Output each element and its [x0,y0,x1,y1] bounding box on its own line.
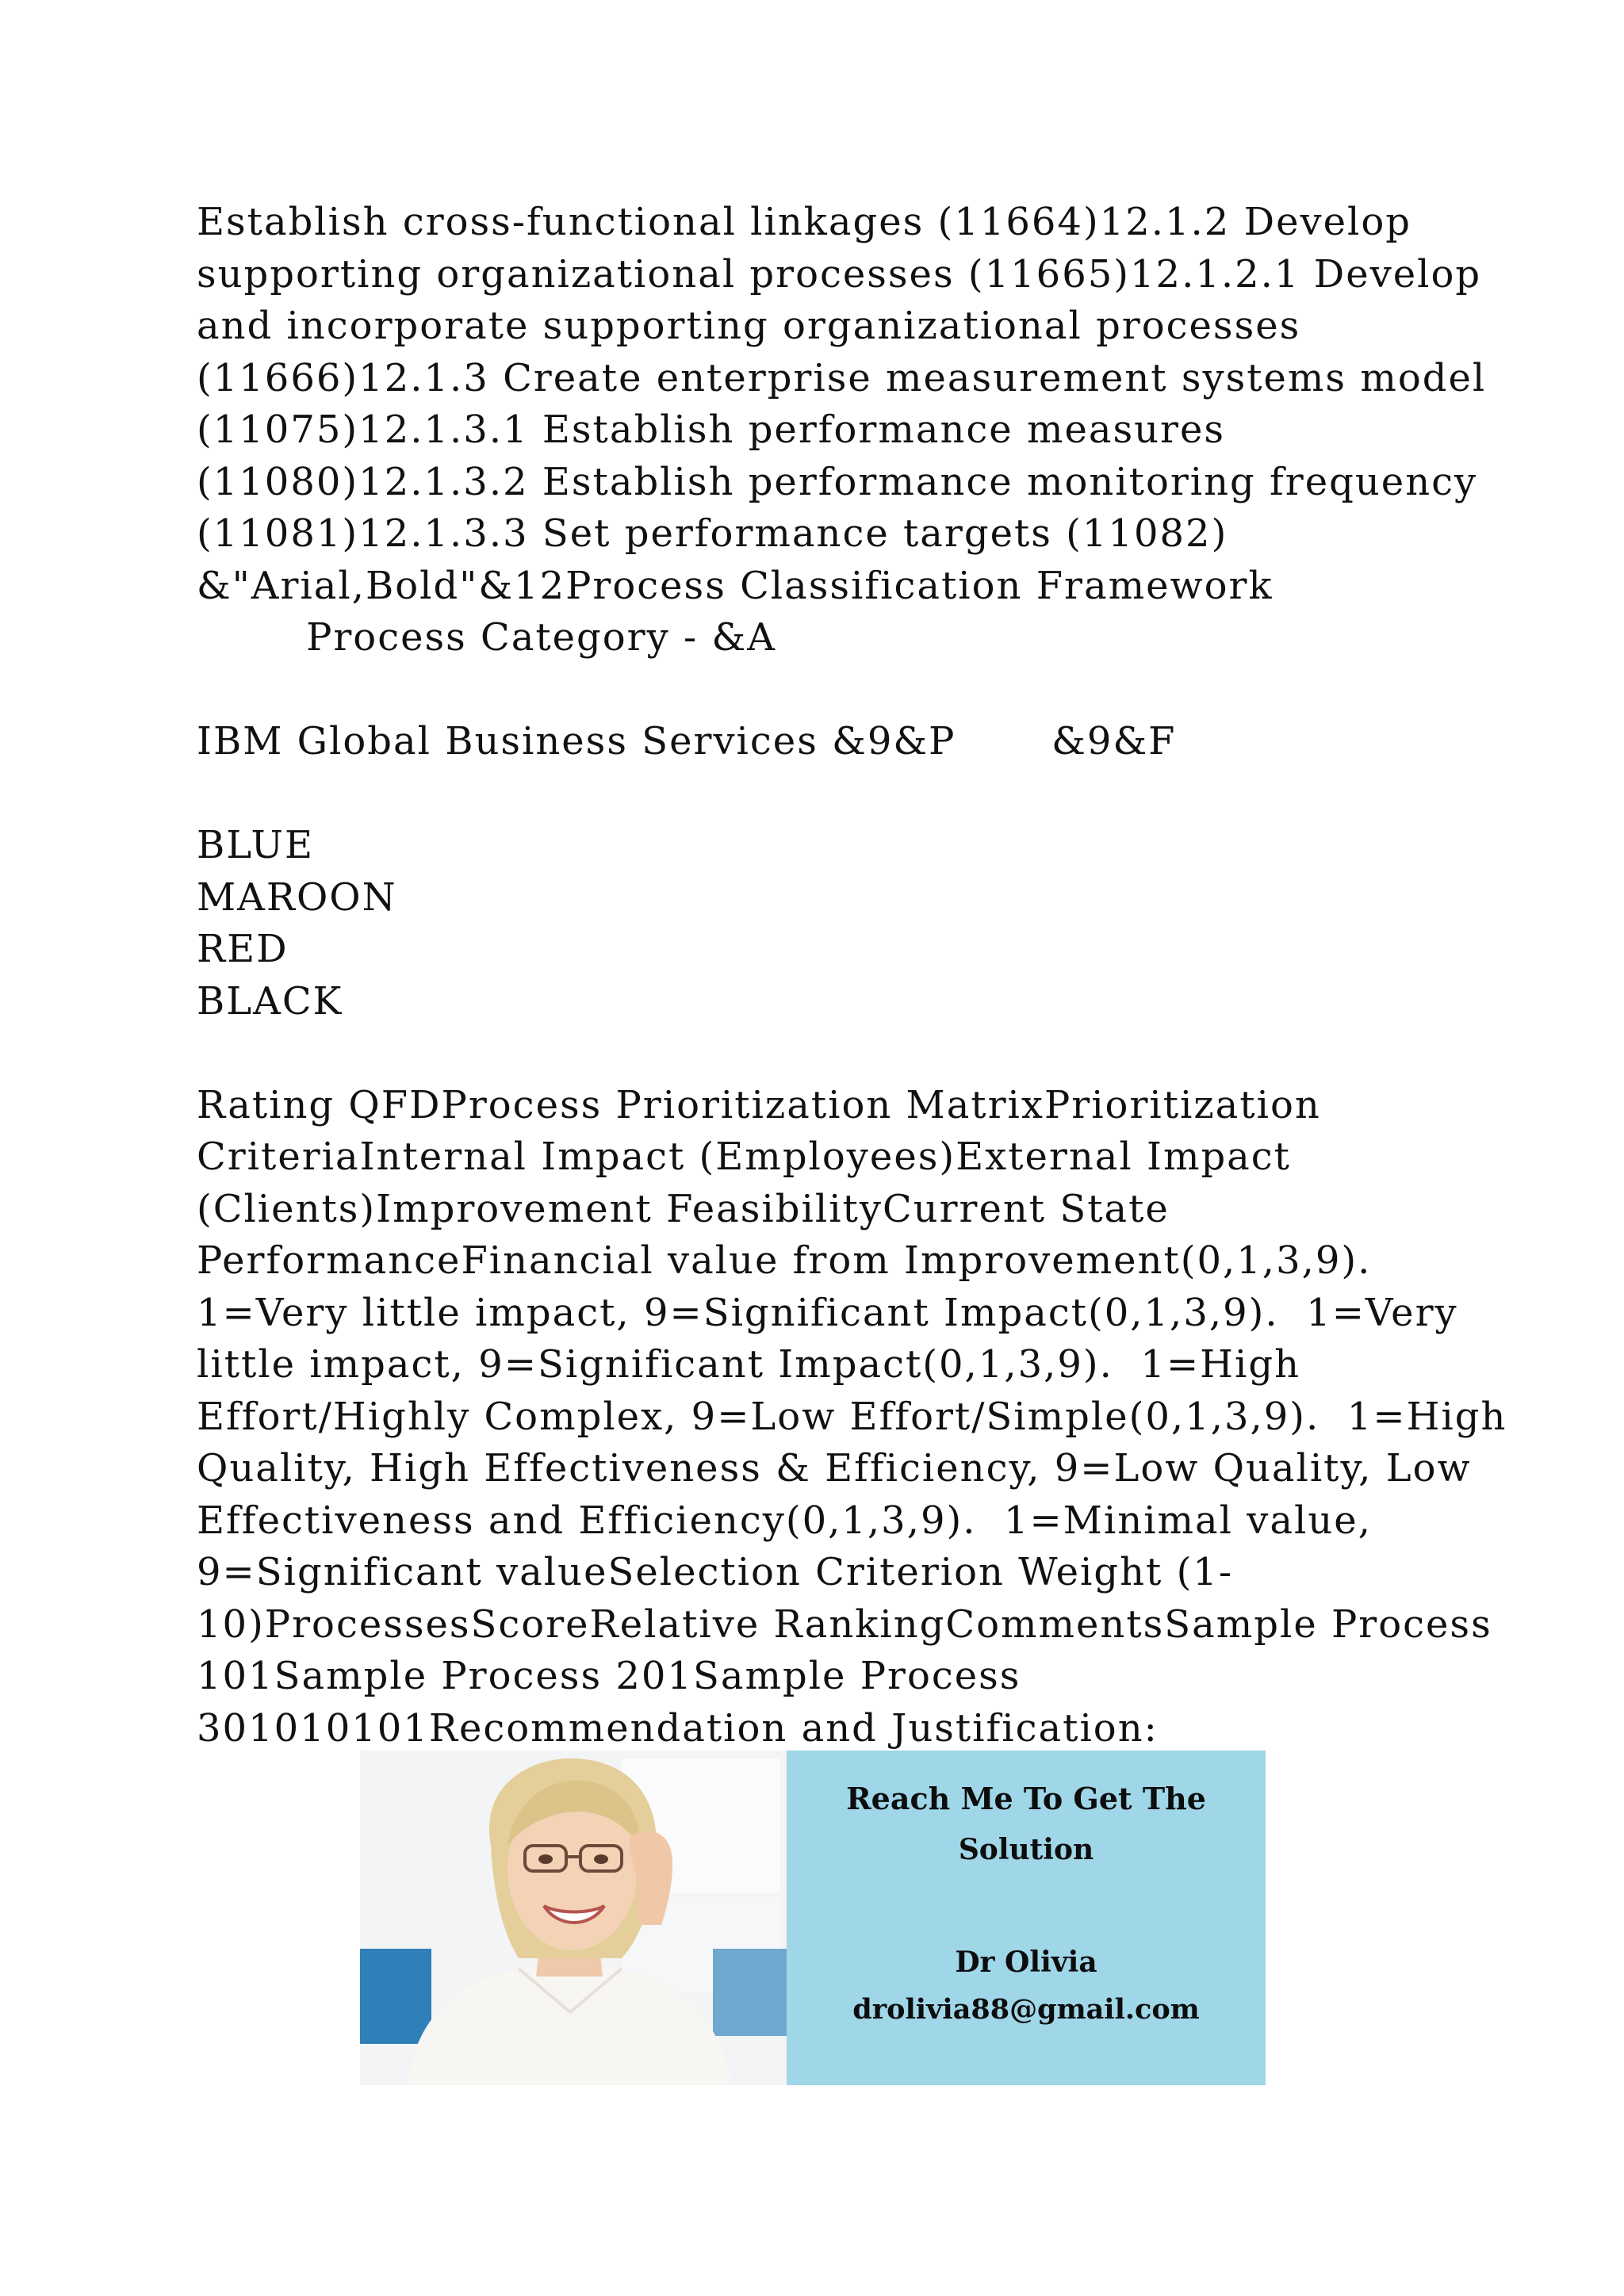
text-line: Quality, High Effectiveness & Efficiency, 9=Low Quality, Low [197,1446,1472,1490]
text-line: &"Arial,Bold"&12Process Classification Framework [197,563,1274,608]
text-line: 301010101Recommendation and Justification: [197,1705,1159,1751]
text-line: 101Sample Process 201Sample Process [197,1654,1021,1698]
text-line: Rating QFDProcess Prioritization MatrixPrioritization [197,1082,1321,1127]
text-line: BLUE [197,823,315,867]
text-line: IBM Global Business Services &9&P &9&F [197,719,1177,763]
text-line: 10)ProcessesScoreRelative RankingCommentsSample Process [197,1601,1492,1647]
text-line: (11080)12.1.3.2 Establish performance monitoring frequency [197,459,1478,504]
text-line: Process Category - &A [197,615,776,660]
blank-line [197,664,1465,717]
text-line: 1=Very little impact, 9=Significant Impact(0,1,3,9). 1=Very [197,1290,1458,1335]
blank-line [197,768,1465,821]
contact-name: Dr Olivia [955,1946,1097,1979]
text-line: (11666)12.1.3 Create enterprise measurement systems model [197,355,1487,400]
text-line: and incorporate supporting organizational processes [197,304,1301,348]
blank-line [197,1027,1465,1080]
text-line: MAROON [197,874,397,920]
text-line: Effort/Highly Complex, 9=Low Effort/Simple(0,1,3,9). 1=High [197,1394,1507,1439]
text-line: Effectiveness and Efficiency(0,1,3,9). 1=Minimal value, [197,1498,1372,1543]
text-line: 9=Significant valueSelection Criterion Weight (1- [197,1550,1234,1594]
document-body [197,197,1507,1755]
text-line: RED [197,927,289,971]
contact-email-link[interactable]: drolivia88@gmail.com [852,1993,1200,2026]
text-line: little impact, 9=Significant Impact(0,1,3,9). 1=High [197,1342,1301,1387]
contact-panel [787,1751,1266,2085]
contact-ad-banner[interactable] [360,1751,1266,2085]
text-line: BLACK [197,978,343,1024]
text-line: CriteriaInternal Impact (Employees)External Impact [197,1135,1291,1179]
ad-headline: Reach Me To Get The [846,1781,1206,1816]
text-line: (11075)12.1.3.1 Establish performance measures [197,408,1226,452]
text-line: PerformanceFinancial value from Improvement(0,1,3,9). [197,1238,1372,1283]
ad-headline-continued: Solution [958,1833,1094,1866]
text-line: Establish cross-functional linkages (11664)12.1.2 Develop [197,200,1411,244]
woman-with-glasses-photo [360,1751,787,2085]
text-line: (Clients)Improvement FeasibilityCurrent State [197,1186,1170,1231]
text-line: (11081)12.1.3.3 Set performance targets (11082) [197,511,1228,556]
text-line: supporting organizational processes (11665)12.1.2.1 Develop [197,251,1482,297]
